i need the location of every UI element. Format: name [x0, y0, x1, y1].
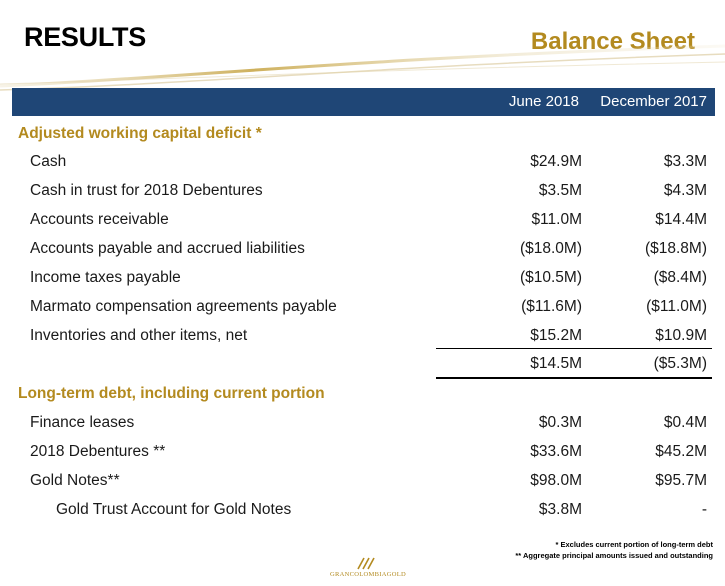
section-heading-long-term-debt: [12, 380, 715, 409]
logo-text: GRANCOLOMBIAGOLD: [330, 571, 406, 578]
row-value-december: $95.7M: [655, 472, 707, 489]
column-header-june-2018: June 2018: [508, 93, 579, 110]
row-label: Accounts payable and accrued liabilities: [30, 240, 305, 257]
row-value-december: $3.3M: [663, 153, 707, 170]
section-heading-label: Long-term debt, including current portion: [18, 385, 325, 402]
table-row: [12, 206, 715, 235]
row-label: Cash: [30, 153, 67, 170]
row-value-june: $3.5M: [538, 182, 582, 199]
column-header-december-2017: December 2017: [600, 93, 707, 110]
row-value-june: $3.8M: [538, 501, 582, 518]
row-label: Marmato compensation agreements payable: [30, 298, 337, 315]
table-row: [12, 467, 715, 496]
row-label: Accounts receivable: [30, 211, 169, 228]
row-value-december: $4.3M: [663, 182, 707, 199]
table-row: [12, 322, 715, 351]
section-heading-working-capital: [12, 120, 715, 149]
footnote-2: ** Aggregate principal amounts issued and outstanding: [515, 551, 713, 560]
row-value-december: $0.4M: [663, 414, 707, 431]
row-label: Inventories and other items, net: [30, 327, 248, 344]
row-label: Gold Notes**: [30, 472, 120, 489]
row-value-december: $14.4M: [655, 211, 707, 228]
row-value-december: ($11.0M): [646, 298, 707, 315]
page-title: RESULTS: [24, 22, 146, 52]
row-value-june: ($18.0M): [519, 240, 582, 257]
row-value-december: ($18.8M): [644, 240, 707, 257]
table-row: [12, 293, 715, 322]
table-row: [12, 177, 715, 206]
page-subtitle: Balance Sheet: [530, 28, 695, 55]
table-row: [12, 496, 715, 525]
table-row: [12, 264, 715, 293]
row-label: Income taxes payable: [30, 269, 181, 286]
subtotal-rule-top: [436, 348, 712, 349]
table-header-bar: [12, 88, 715, 116]
row-value-december: ($8.4M): [653, 269, 707, 286]
row-value-june: ($11.6M): [521, 298, 582, 315]
subtotal-rule-bottom: [436, 377, 712, 379]
row-value-december: $45.2M: [655, 443, 707, 460]
logo-mark-icon: [354, 556, 380, 570]
table-row: [12, 409, 715, 438]
row-label: Gold Trust Account for Gold Notes: [56, 501, 292, 518]
footnotes: [515, 539, 713, 561]
row-value-december: -: [701, 501, 707, 518]
row-value-june: $11.0M: [531, 211, 582, 228]
row-value-december: $10.9M: [655, 327, 707, 344]
subtotal-value-june: $14.5M: [530, 355, 582, 372]
row-label: Cash in trust for 2018 Debentures: [30, 182, 263, 199]
row-label: 2018 Debentures **: [30, 443, 166, 460]
subtotal-value-december: ($5.3M): [653, 355, 707, 372]
footnote-1: * Excludes current portion of long-term debt: [555, 540, 713, 549]
table-row: [12, 438, 715, 467]
row-value-june: $0.3M: [538, 414, 582, 431]
table-row: [12, 148, 715, 177]
section-heading-label: Adjusted working capital deficit *: [18, 125, 262, 142]
row-value-june: $98.0M: [530, 472, 582, 489]
row-value-june: $15.2M: [530, 327, 582, 344]
table-row: [12, 235, 715, 264]
row-value-june: ($10.5M): [519, 269, 582, 286]
company-logo: [318, 556, 418, 582]
row-label: Finance leases: [30, 414, 135, 431]
subtotal-row: [12, 350, 715, 379]
row-value-june: $24.9M: [530, 153, 582, 170]
row-value-june: $33.6M: [530, 443, 582, 460]
